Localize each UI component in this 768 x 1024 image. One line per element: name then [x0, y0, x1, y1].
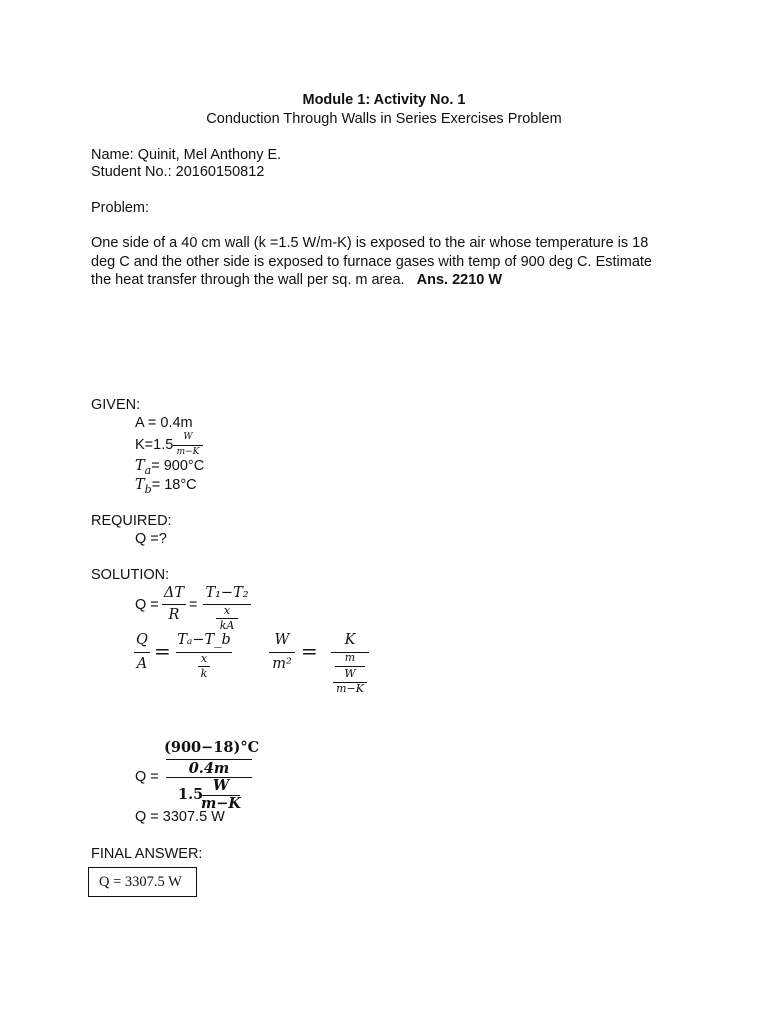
eq1-frac1-num: ΔT	[163, 585, 185, 601]
eq2-equals: =	[154, 639, 171, 663]
final-answer-box: Q = 3307.5 W	[88, 867, 197, 897]
eq4-den-top: 0.4m	[188, 760, 230, 777]
page-subtitle: Conduction Through Walls in Series Exercises Problem	[206, 111, 562, 127]
eq3-equals: =	[301, 639, 318, 663]
eq3-lhs-num: W	[274, 632, 290, 648]
eq3-rhs-den-den: m−K	[336, 682, 364, 695]
eq1-frac1-den: R	[168, 607, 180, 623]
given-area: A = 0.4m	[135, 415, 193, 431]
given-tb-sub: b	[144, 482, 152, 496]
given-k-prefix: K=1.5	[135, 437, 174, 453]
given-tb	[135, 477, 197, 496]
given-tb-symbol: T	[135, 477, 145, 493]
eq3-rhs-den-top: m	[344, 651, 356, 664]
eq1-frac2-den-den: kA	[219, 619, 235, 632]
given-ta	[135, 458, 204, 477]
given-k-unit-den: m−K	[176, 447, 200, 457]
given-ta-value: = 900°C	[151, 458, 205, 474]
required-q: Q =?	[135, 531, 167, 547]
eq2-rhs-den-den: k	[200, 667, 208, 680]
final-answer-label: FINAL ANSWER:	[91, 846, 203, 862]
eq1-frac2-num: T₁−T₂	[205, 585, 249, 601]
given-ta-symbol: T	[135, 458, 145, 474]
eq1-lhs: Q =	[135, 597, 159, 613]
eq1-frac2-den-num: x	[223, 604, 231, 617]
eq1-equals: =	[189, 597, 198, 613]
eq2-rhs-den-num: x	[200, 652, 208, 665]
eq2-lhs-bar	[134, 652, 150, 653]
eq3-lhs-bar	[269, 652, 295, 653]
eq3-rhs-den-num: W	[344, 667, 356, 680]
problem-line-2: deg C and the other side is exposed to furnace gases with temp of 900 deg C. Estimate	[91, 254, 652, 270]
problem-line-3	[91, 272, 502, 288]
eq4-lhs: Q =	[135, 769, 159, 785]
given-ta-sub: a	[144, 463, 152, 477]
eq1-frac1-bar	[162, 604, 186, 605]
required-label: REQUIRED:	[91, 513, 172, 529]
eq3-rhs-num: K	[344, 632, 356, 648]
page-title: Module 1: Activity No. 1	[302, 92, 466, 108]
student-number: Student No.: 20160150812	[91, 164, 265, 180]
eq4-den-unit-den: m−K	[200, 795, 242, 812]
eq3-lhs-den: m²	[272, 656, 292, 672]
eq4-den-unit-num: W	[212, 777, 230, 794]
given-k-unit-bar	[173, 445, 203, 446]
given-label: GIVEN:	[91, 397, 141, 413]
problem-line-1: One side of a 40 cm wall (k =1.5 W/m-K) is exposed to the air whose temperature is 18	[91, 235, 649, 251]
eq2-lhs-num: Q	[136, 632, 148, 648]
solution-label: SOLUTION:	[91, 567, 170, 583]
eq4-num: (900−18)°C	[164, 739, 260, 756]
student-name: Name: Quinit, Mel Anthony E.	[91, 147, 282, 163]
result-line: Q = 3307.5 W	[135, 809, 225, 825]
given-tb-value: = 18°C	[151, 477, 197, 493]
given-k	[135, 437, 173, 453]
problem-answer: Ans. 2210 W	[416, 272, 503, 288]
eq2-lhs-den: A	[136, 656, 148, 672]
problem-label: Problem:	[91, 200, 150, 216]
eq2-rhs-num: Tₐ−T_b	[177, 632, 231, 648]
eq4-den-coef: 1.5	[178, 786, 204, 803]
problem-line-3-text: the heat transfer through the wall per sq. m area.	[91, 272, 405, 288]
given-k-unit-num: W	[183, 432, 193, 442]
